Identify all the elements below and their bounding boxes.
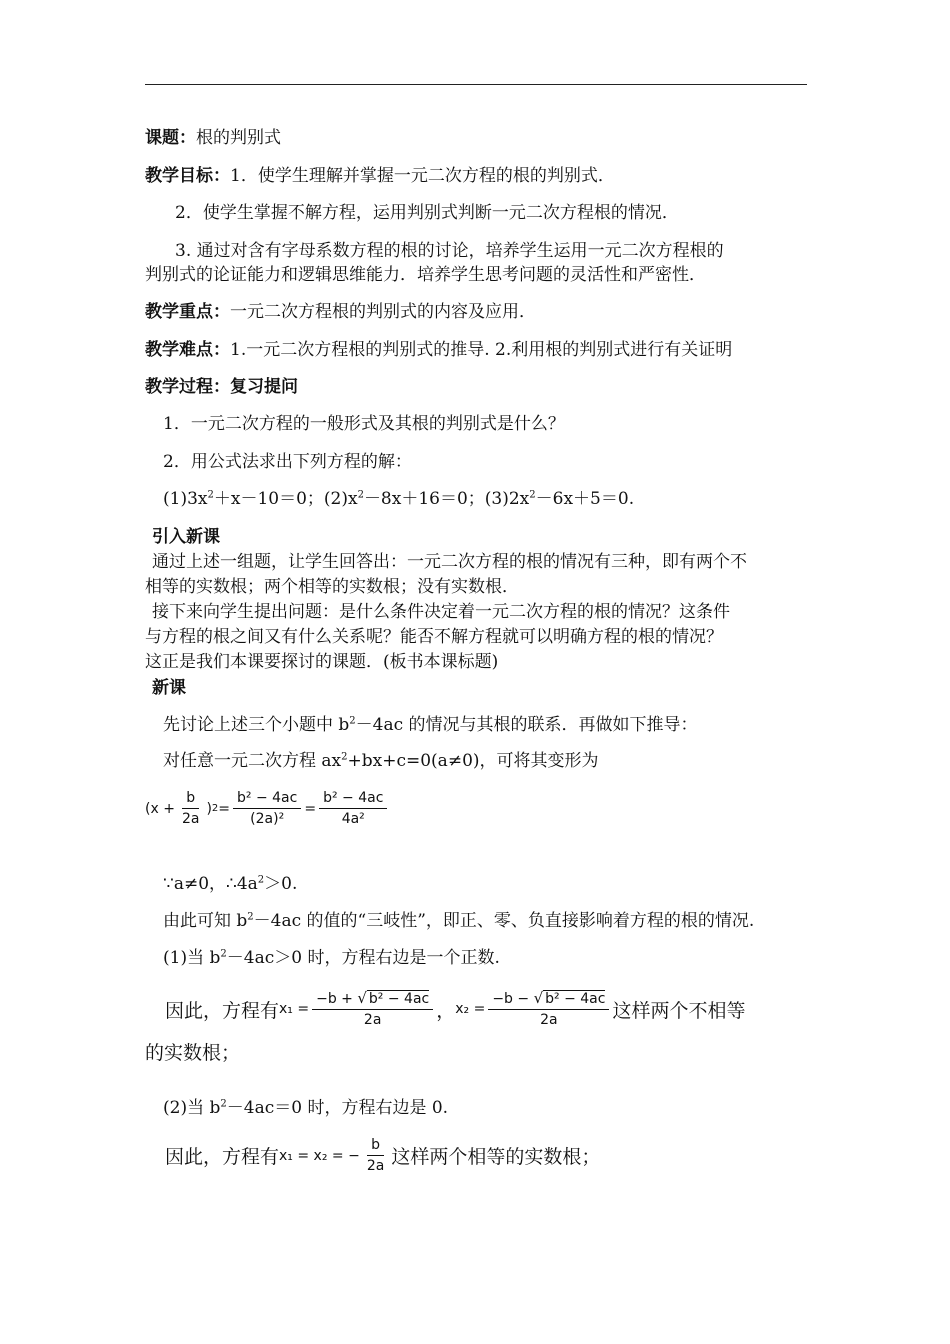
key-points-label: 教学重点： bbox=[145, 302, 230, 322]
case2-roots-formula: 因此，方程有 x₁ = x₂ = − $\frac{b}{2a}$ 这样两个相等的实数根； bbox=[165, 1137, 601, 1174]
process-heading: 教学过程：复习提问 bbox=[145, 377, 298, 397]
header-rule bbox=[145, 84, 807, 85]
topic-value: 根的判别式 bbox=[196, 128, 281, 148]
transform-line: 对任意一元二次方程 $ax^2+bx+c=0(a\ne 0)$，可将其变形为 bbox=[163, 751, 599, 771]
case1-roots-formula: 因此，方程有 x₁ = $\frac{\text{−b + √ b² − 4ac}}{2a}$ ， x₂ = $\frac{\text{−b − √ b² − 4ac}}{2a}$ 这样两个不相等 bbox=[165, 989, 746, 1028]
hence-line: 由此可知 $b^2-4ac$ 的值的“三岐性”，即正、零、负直接影响着方程的根的情况. bbox=[163, 911, 755, 931]
difficulties-label: 教学难点： bbox=[145, 340, 230, 360]
case1-line: (1)当 $b^2-4ac>0$ 时，方程右边是一个正数. bbox=[163, 948, 500, 968]
since-line: ∵a≠0，$\therefore 4a^2>0$. bbox=[163, 874, 298, 894]
intro-p2-line1: 接下来向学生提出问题：是什么条件决定着一元二次方程的根的情况？这条件 bbox=[152, 602, 730, 622]
objective-1: 1．使学生理解并掌握一元二次方程的根的判别式． bbox=[230, 166, 615, 186]
topic-label: 课题： bbox=[145, 128, 196, 148]
completed-square-formula: (x + $\frac{b}{2a}$ ) 2 = $\frac{\text{b² − 4ac}}{\text{(2a)²}}$ = $\frac{\text{b² − 4ac}}{\text{4a²}}$ bbox=[145, 788, 390, 829]
review-question-1: 1．一元二次方程的一般形式及其根的判别式是什么？ bbox=[163, 414, 565, 434]
difficulties-value: 1.一元二次方程根的判别式的推导. 2.利用根的判别式进行有关证明 bbox=[230, 340, 733, 360]
objective-3-line1: 3. 通过对含有字母系数方程的根的讨论，培养学生运用一元二次方程根的 bbox=[175, 241, 724, 261]
review-question-2: 2．用公式法求出下列方程的解： bbox=[163, 452, 412, 472]
objectives-label: 教学目标： bbox=[145, 166, 230, 186]
difficulties-line bbox=[145, 339, 732, 361]
case1-tail: 的实数根； bbox=[145, 1042, 241, 1064]
intro-heading: 引入新课 bbox=[152, 527, 220, 547]
case2-line: (2)当 $b^2-4ac=0$ 时，方程右边是 0. bbox=[163, 1098, 449, 1118]
new-lesson-heading: 新课 bbox=[152, 678, 186, 698]
intro-p2-line2: 与方程的根之间又有什么关系呢？能否不解方程就可以明确方程的根的情况？ bbox=[145, 627, 723, 647]
intro-p2-line3: 这正是我们本课要探讨的课题．(板书本课标题) bbox=[145, 652, 499, 672]
key-points-line bbox=[145, 301, 536, 323]
objective-2: 2．使学生掌握不解方程，运用判别式判断一元二次方程根的情况． bbox=[175, 203, 679, 223]
intro-p1-line2: 相等的实数根；两个相等的实数根；没有实数根． bbox=[145, 577, 519, 597]
key-points-value: 一元二次方程根的判别式的内容及应用． bbox=[230, 302, 536, 322]
discussion-line: 先讨论上述三个小题中 $b^2-4ac$ 的情况与其根的联系．再做如下推导： bbox=[163, 715, 698, 735]
intro-p1-line1: 通过上述一组题，让学生回答出：一元二次方程的根的情况有三种，即有两个不 bbox=[152, 552, 747, 572]
objective-3-line2: 判别式的论证能力和逻辑思维能力．培养学生思考问题的灵活性和严密性． bbox=[145, 265, 706, 285]
topic-line bbox=[145, 127, 281, 149]
review-equations: $(1)3x^2+x-10=0$；$(2)x^2-8x+16=0$；$(3)2x^2-6x+5=0$. bbox=[163, 489, 635, 509]
objectives-line-1 bbox=[145, 165, 615, 187]
